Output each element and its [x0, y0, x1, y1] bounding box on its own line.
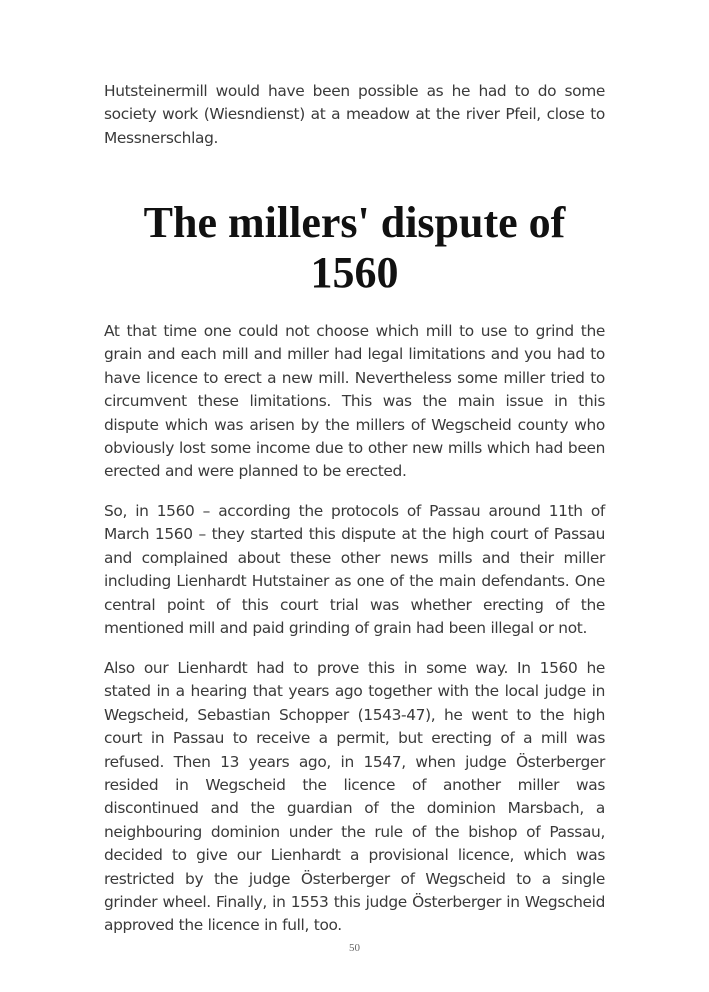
page-number: 50	[349, 942, 360, 954]
body-paragraph-3: Also our Lienhardt had to prove this in some way. In 1560 he stated in a hearing that years ago together with the local judge in Wegscheid, Sebastian Schopper (1543-47), he went to the high court in Passau to receive a permit, but erecting of a mill was refused. Then 13 years ago, in 1547, when judge Österberger resided in Wegscheid the licence of another miller was discontinued and the guardian of the dominion Marsbach, a neighbouring dominion under the rule of the bishop of Passau, decided to give our Lienhardt a provisional licence, which was restricted by the judge Österberger of Wegscheid to a single grinder wheel. Finally, in 1553 this judge Österberger in Wegscheid approved the licence in full, too.	[104, 659, 605, 935]
intro-paragraph: Hutsteinermill would have been possible as he had to do some society work (Wiesndienst) at a meadow at the river Pfeil, close to Messnerschlag.	[104, 82, 605, 147]
body-paragraph-1: At that time one could not choose which mill to use to grind the grain and each mill and miller had legal limitations and you had to have licence to erect a new mill. Nevertheless some miller tried to circumvent these limitations. This was the main issue in this dispute which was arisen by the millers of Wegscheid county who obviously lost some income due to other new mills which had been erected and were planned to be erected.	[104, 322, 605, 481]
body-paragraph-2: So, in 1560 – according the protocols of Passau around 11th of March 1560 – they started this dispute at the high court of Passau and complained about these other news mills and their miller including Lienhardt Hutstainer as one of the main defendants. One central point of this court trial was whether erecting of the mentioned mill and paid grinding of grain had been illegal or not.	[104, 502, 605, 638]
section-heading: The millers' dispute of 1560	[143, 198, 566, 297]
